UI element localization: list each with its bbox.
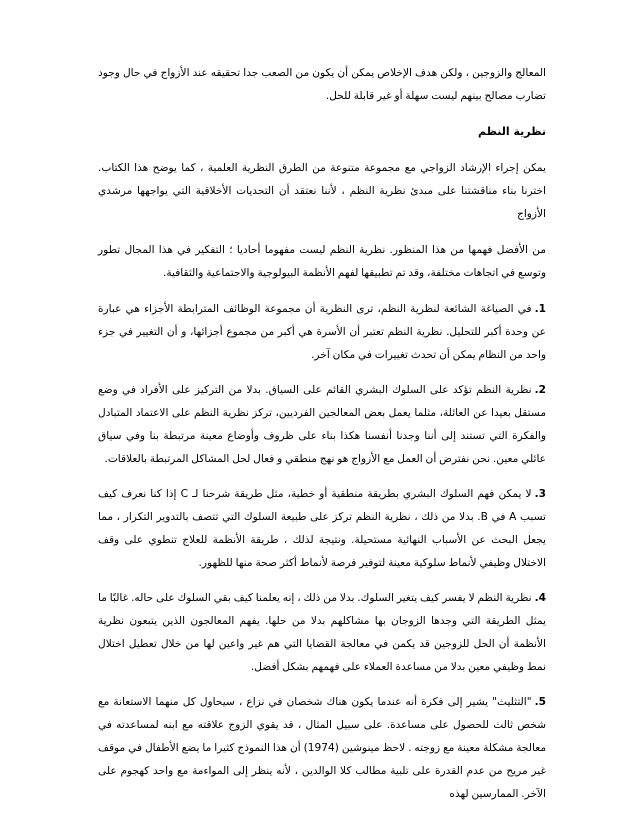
list-item-3 [98,483,546,575]
list-item-text: "التثليث" يشير إلى فكرة أنه عندما يكون هناك شخصان في نزاع ، سيحاول كل منهما الاستعانة مع شخص ثالث للحصول على مساعدة. على سبيل المثال ، قد يقوي الزوج علاقته مع ابنه لمساعدته في معالجة مشكلة معينة مع زوجته . لاحظ مينوشين (1974) أن هذا النموذج كثيرا ما يضع الأطفال في موقف غير مريح من عدم القدرة على تلبية مطالب كلا الوالدين ، لأنه ينظر إلى المواءمة مع واحد كهجوم على الآخر. الممارسين لهذه [98,696,546,800]
list-item-4 [98,587,546,679]
paragraph-1: يمكن إجراء الإرشاد الزواجي مع مجموعة متنوعة من الطرق النظرية العلمية ، كما يوضح هذا الكتاب. اخترنا بناء مناقشتنا على مبدئ نظرية النظم ، لأننا نعتقد أن التحديات الأخلاقية التي يواجهها مرشدي الأزواج [98,162,546,220]
paragraph-2: من الأفضل فهمها من هذا المنظور. نظرية النظم ليست مفهوما أحاديا ؛ التفكير في هذا المجال تطور وتوسع في اتجاهات مختلفة، وقد تم تطبيقها لفهم الأنظمة البيولوجية والاجتماعية والثقافية. [98,244,546,279]
list-item-number: 5. [534,696,546,708]
list-item-2 [98,379,546,471]
list-item-number: 1. [534,303,546,315]
list-item-text: لا يمكن فهم السلوك البشري بطريقة منطقية أو خطية، مثل طريقة شرحنا لـ C إذا كنا نعرف كيف تسبب A في B. بدلا من ذلك ، نظرية النظم تركز على طبيعة السلوك التي تتصف بالتدوير التكرار ، مما يجعل البحث عن الأسباب النهائية مستحيلة. ونتيجة لذلك ، طريقة الأنظمة للعلاج تنطوي على وقف الاختلال وظيفي لأنماط سلوكية معينة لتوفير فرصة لأنماط أكثر صحة منها للظهور. [98,488,546,569]
list-item-number: 2. [534,384,546,396]
intro-paragraph: المعالج والزوجين ، ولكن هدف الإخلاص يمكن أن يكون من الصعب جدا تحقيقه عند الأزواج في حال وجود تضارب مصالح بينهم ليست سهلة أو غير قابلة للحل. [98,67,546,102]
list-item-1 [98,298,546,367]
list-item-number: 4. [534,592,546,604]
list-item-text: نظرية النظم لا يفسر كيف يتغير السلوك. بدلا من ذلك ، إنه يعلمنا كيف بقي السلوك على حاله. غالبًا ما يمثل الطريقة التي وجدها الزوجان بها مشاكلهم بدلا من حلها. يفهم المعالجون الذين يتبعون نظرية الأنظمة أن الحل للزوجين قد يكمن في معالجة القضايا التي هم غير واعين لها من خلال تعطيل اختلال نمط وظيفي معين بدلا من مساعدة العملاء على فهمهم بشكل أفضل. [98,592,546,673]
list-item-5 [98,691,546,806]
section-title: نظرية النظم [477,125,546,138]
list-item-text: نظرية النظم تؤكد على السلوك البشري القائم على السياق. بدلا من التركيز على الأفراد في وضع مستقل بعيدا عن العائلة، مثلما يعمل بعض المعالجين الفرديين، تركز نظرية النظم على الاعتماد المتبادل والفكرة التي تستند إلى أننا وجدنا أنفسنا هكذا بناء على ظروف وأوضاع معينة مرتبطة بنا وفي سياق عائلي معين. نحن نفترض أن العمل مع الأزواج هو نهج منطقي و فعال لحل المشاكل المرتبطة بالعلاقات. [98,384,546,465]
list-item-text: في الصياغة الشائعة لنظرية النظم، ترى النظرية أن مجموعة الوظائف المترابطة الأجزاء هي عبارة عن وحدة أكبر للتحليل. نظرية النظم تعتبر أن الأسرة هي أكبر من مجموع أجزائها، و أن التغيير في جزء واحد من النظام يمكن أن تحدث تغييرات في مكان آخر. [98,303,546,361]
list-item-number: 3. [534,488,546,500]
